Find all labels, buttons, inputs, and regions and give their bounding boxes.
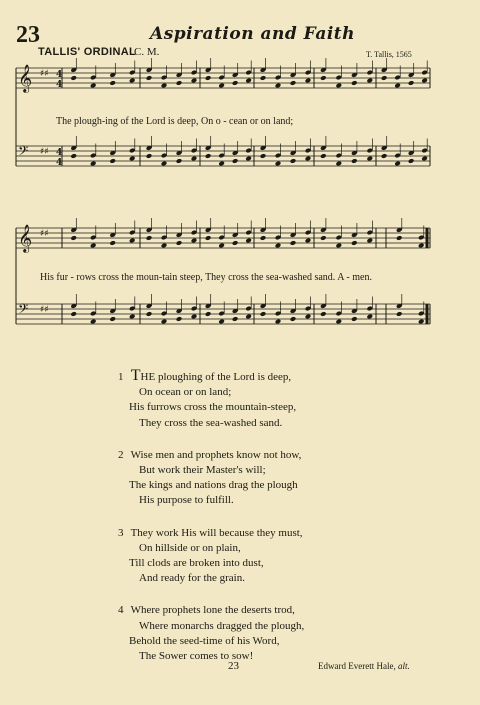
note-head — [335, 161, 342, 167]
note-head — [129, 78, 136, 84]
key-signature: ♯♯ — [40, 305, 49, 315]
tune-name: TALLIS' ORDINAL — [38, 46, 136, 58]
note-head — [396, 311, 403, 317]
author-credit — [318, 661, 410, 671]
note-head — [260, 235, 267, 241]
note-head — [290, 240, 297, 246]
note-head — [290, 80, 297, 86]
verse-line — [118, 367, 304, 385]
note-head — [176, 80, 183, 86]
note-head — [70, 235, 77, 241]
time-signature: 4 — [56, 80, 63, 90]
verse-line — [118, 448, 304, 463]
verse-text: Where prophets lone the deserts trod, — [130, 604, 295, 617]
verse-line: The Sower comes to sow! — [139, 650, 254, 663]
note-head — [275, 83, 282, 89]
verse-line — [118, 603, 304, 618]
note-head — [320, 235, 327, 241]
note-head — [205, 311, 212, 317]
lyrics-system-2: His fur - rows cross the moun-tain steep, They cross the sea-washed sand. A - men. — [40, 272, 372, 283]
note-head — [408, 158, 415, 164]
time-signature: 4 — [56, 158, 63, 168]
note-head — [109, 240, 116, 246]
note-head — [394, 161, 401, 167]
verse-line: Behold the seed-time of his Word, — [129, 634, 280, 647]
note-head — [245, 156, 252, 162]
note-head — [351, 240, 358, 246]
note-head — [90, 243, 97, 249]
hymn-number: 23 — [16, 22, 40, 48]
note-head — [176, 158, 183, 164]
verses-block — [118, 367, 305, 681]
note-head — [421, 78, 428, 84]
note-head — [394, 83, 401, 89]
verse-text: HE ploughing of the Lord is deep, — [140, 371, 292, 383]
time-signature: 4 — [56, 70, 63, 80]
note-head — [366, 314, 373, 320]
bass-clef: 𝄢 — [18, 301, 29, 320]
verse-line: Where monarchs dragged the plough, — [139, 619, 305, 632]
note-head — [205, 153, 212, 159]
author-name: Edward Everett Hale, — [318, 661, 396, 671]
note-head — [260, 75, 267, 81]
verse-2 — [118, 448, 304, 509]
note-head — [305, 156, 312, 162]
note-head — [129, 156, 136, 162]
verse-text: Wise men and prophets know not how, — [130, 448, 302, 461]
verse-line: On hillside or on plain, — [139, 541, 241, 554]
verse-line: But work their Master's will; — [139, 464, 266, 477]
note-head — [191, 314, 198, 320]
note-head — [161, 243, 168, 249]
note-head — [218, 83, 225, 89]
note-head — [335, 83, 342, 89]
note-head — [176, 316, 183, 322]
note-head — [109, 80, 116, 86]
note-head — [408, 80, 415, 86]
verse-line: His furrows cross the mountain-steep, — [129, 401, 297, 414]
note-head — [232, 158, 239, 164]
note-head — [205, 235, 212, 241]
verse-line: On ocean or on land; — [139, 386, 232, 399]
note-head — [70, 311, 77, 317]
note-head — [335, 243, 342, 249]
note-head — [218, 161, 225, 167]
note-head — [232, 240, 239, 246]
verse-line — [118, 526, 304, 541]
note-head — [70, 153, 77, 159]
note-head — [205, 75, 212, 81]
key-signature: ♯♯ — [40, 69, 49, 79]
verse-line: Till clods are broken into dust, — [129, 557, 264, 570]
note-head — [129, 314, 136, 320]
note-head — [418, 319, 425, 325]
note-head — [146, 75, 153, 81]
meter-label: C. M. — [134, 46, 160, 58]
note-head — [418, 243, 425, 249]
note-head — [260, 153, 267, 159]
note-head — [275, 243, 282, 249]
note-head — [275, 161, 282, 167]
verse-3 — [118, 526, 304, 587]
staff-lines — [16, 68, 430, 324]
note-head — [351, 316, 358, 322]
note-head — [146, 153, 153, 159]
note-head — [191, 78, 198, 84]
note-head — [320, 75, 327, 81]
verse-line: His purpose to fulfill. — [139, 494, 234, 507]
note-head — [161, 161, 168, 167]
note-head — [366, 78, 373, 84]
note-head — [421, 156, 428, 162]
verse-number: 1 — [118, 371, 124, 383]
note-head — [191, 156, 198, 162]
note-head — [366, 238, 373, 244]
note-head — [109, 158, 116, 164]
note-head — [396, 235, 403, 241]
verse-4 — [118, 603, 304, 664]
treble-clef: 𝄞 — [18, 224, 33, 252]
note-head — [305, 238, 312, 244]
page-number: 23 — [228, 660, 239, 672]
verse-text: They work His will because they must, — [130, 526, 303, 539]
note-head — [320, 153, 327, 159]
note-head — [305, 314, 312, 320]
verse-line: The kings and nations drag the plough — [129, 479, 298, 492]
note-head — [275, 319, 282, 325]
note-head — [290, 316, 297, 322]
verse-number: 4 — [118, 604, 124, 617]
section-title: Aspiration and Faith — [150, 24, 356, 44]
composer-credit: T. Tallis, 1565 — [366, 50, 412, 59]
time-signature: 4 — [56, 148, 63, 158]
bass-clef: 𝄢 — [18, 143, 29, 162]
lyrics-system-1: The plough-ing of the Lord is deep, On o - cean or on land; — [56, 116, 294, 127]
verse-number: 2 — [118, 448, 124, 461]
author-suffix: alt. — [397, 661, 410, 671]
note-head — [109, 316, 116, 322]
note-head — [146, 235, 153, 241]
note-head — [90, 83, 97, 89]
treble-clef: 𝄞 — [18, 64, 33, 92]
note-head — [290, 158, 297, 164]
note-head — [129, 238, 136, 244]
note-head — [245, 314, 252, 320]
note-head — [245, 78, 252, 84]
note-head — [146, 311, 153, 317]
note-head — [232, 80, 239, 86]
note-head — [161, 319, 168, 325]
note-head — [320, 311, 327, 317]
note-head — [191, 238, 198, 244]
verse-1 — [118, 367, 304, 431]
note-head — [232, 316, 239, 322]
drop-cap: T — [130, 367, 141, 384]
note-head — [381, 75, 388, 81]
verse-line: They cross the sea-washed sand. — [139, 416, 283, 429]
note-head — [245, 238, 252, 244]
key-signature: ♯♯ — [40, 229, 49, 239]
note-head — [260, 311, 267, 317]
note-head — [366, 156, 373, 162]
note-head — [90, 161, 97, 167]
note-head — [351, 80, 358, 86]
note-head — [218, 319, 225, 325]
note-head — [176, 240, 183, 246]
note-head — [70, 75, 77, 81]
note-head — [335, 319, 342, 325]
note-head — [161, 83, 168, 89]
key-signature: ♯♯ — [40, 147, 49, 157]
note-head — [305, 78, 312, 84]
verse-line: And ready for the grain. — [139, 572, 245, 585]
note-head — [351, 158, 358, 164]
note-head — [218, 243, 225, 249]
verse-number: 3 — [118, 526, 124, 539]
note-head — [90, 319, 97, 325]
note-heads — [70, 58, 428, 324]
note-head — [381, 153, 388, 159]
